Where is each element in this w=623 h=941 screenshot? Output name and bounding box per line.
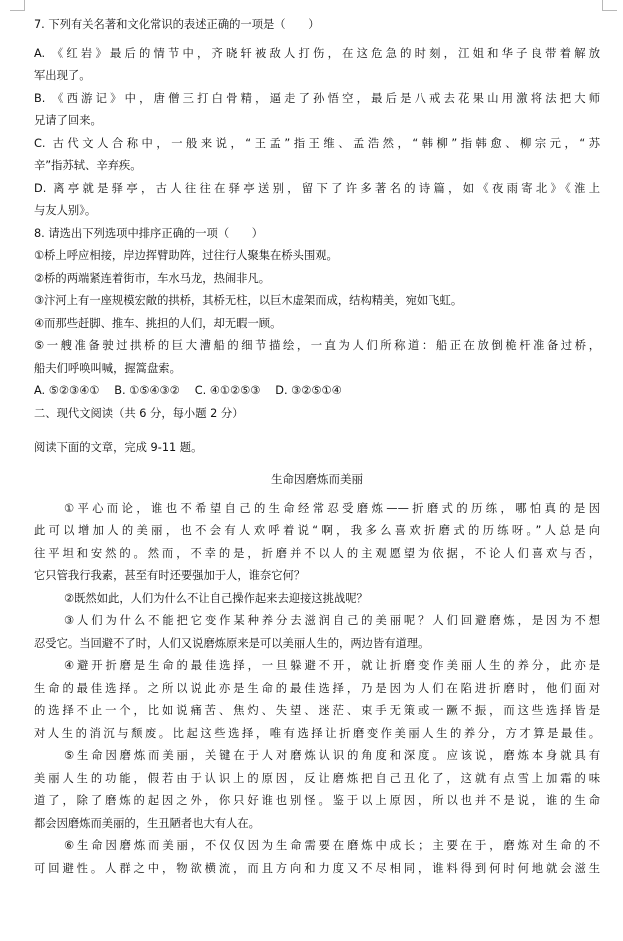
q8-answer-options: A. ⑤②③④① B. ①⑤④③② C. ④①②⑤③ D. ③②⑤①④ (34, 384, 342, 397)
document-content (34, 14, 600, 880)
article-paragraph-1-line2: 此可以增加人的美丽，也不会有人欢呼着说“啊，我多么喜欢折磨式的历练呀。”人总是向 (34, 524, 600, 537)
article-paragraph-5-line4: 都会因磨炼而美丽的，生丑陋者也大有人在。 (34, 816, 260, 830)
article-paragraph-4-line3: 的选择不止一个，比如说痛苦、焦灼、失望、迷茫、束手无策或一蹶不振，而这些选择皆是 (34, 704, 600, 717)
article-paragraph-4-line1: ④避开折磨是生命的最佳选择，一旦躲避不开，就让折磨变作美丽人生的养分，此亦是 (64, 659, 600, 672)
q7-option-b-line2: 兄请了回来。 (34, 114, 102, 127)
article-paragraph-1-line4: 它只管我行我素，甚至有时还要强加于人，谁奈它何？ (34, 569, 306, 582)
article-paragraph-1-line1: ①平心而论，谁也不希望自己的生命经常忍受磨炼——折磨式的历练，哪怕真的是因 (64, 501, 600, 515)
q8-sentence-5-line2: 船夫们呼唤叫喊，握篙盘索。 (34, 361, 181, 375)
page-corner-mark-right (602, 0, 617, 11)
article-paragraph-1-line3: 往平坦和安然的。然而，不幸的是，折磨并不以人的主观愿望为依据，不论人们喜欢与否， (34, 546, 600, 560)
q7-option-a-line2: 军出现了。 (34, 69, 91, 82)
q7-option-c-line2: 辛”指苏轼、辛弃疾。 (34, 159, 142, 172)
q8-sentence-1: ①桥上呼应相接，岸边挥臂助阵，过往行人聚集在桥头围观。 (34, 249, 338, 262)
article-paragraph-5-line1: ⑤生命因磨炼而美丽，关键在于人对磨炼认识的角度和深度。应该说，磨炼本身就具有 (64, 749, 600, 762)
section2-heading: 二、现代文阅读（共 6 分，每小题 2 分） (34, 406, 244, 420)
article-paragraph-4-line4: 对人生的消沉与颓废。比起这些选择，唯有选择让折磨变作美丽人生的养分，方才算是最佳。 (34, 726, 600, 740)
article-paragraph-5-line2: 美丽人生的功能，假若由于认识上的原因，反让磨炼把自己丑化了，这就有点雪上加霜的味 (34, 771, 600, 785)
q7-option-b-line1: B. 《西游记》中，唐僧三打白骨精，逼走了孙悟空，最后是八戒去花果山用激将法把大师 (34, 91, 600, 105)
article-paragraph-4-line2: 生命的最佳选择。之所以说此亦是生命的最佳选择，乃是因为人们在陷进折磨时，他们面对 (34, 681, 600, 695)
article-paragraph-2-line1: ②既然如此，人们为什么不让自己操作起来去迎接这挑战呢？ (64, 591, 368, 605)
article-paragraph-5-line3: 道了，除了磨炼的起因之外，你只好谁也别怪。鉴于以上原因，所以也并不是说，谁的生命 (34, 794, 600, 807)
q8-sentence-3: ③汴河上有一座规模宏敞的拱桥，其桥无柱，以巨木虚架而成，结构精美，宛如飞虹。 (34, 294, 463, 307)
article-paragraph-6-line2: 可回避性。人群之中，物欲横流，而且方向和力度又不尽相同，谁料得到何时何地就会滋生 (34, 861, 600, 875)
q7-option-d-line1: D. 离亭就是驿亭，古人往往在驿亭送别，留下了许多著名的诗篇，如《夜雨寄北》《淮上 (34, 181, 600, 195)
article-title: 生命因磨炼而美丽 (271, 471, 363, 486)
q7-option-a-line1: A. 《红岩》最后的情节中，齐晓轩被敌人打伤，在这危急的时刻，江姐和华子良带着解放 (34, 46, 600, 60)
q8-stem: 8. 请选出下列选项中排序正确的一项（ ） (34, 226, 264, 240)
section2-instruction: 阅读下面的文章，完成 9-11 题。 (34, 441, 203, 454)
q8-sentence-4: ④而那些赶脚、推车、挑担的人们，却无暇一顾。 (34, 316, 282, 330)
q7-option-c-line1: C. 古代文人合称中，一般来说，“王孟”指王维、孟浩然，“韩柳”指韩愈、柳宗元，“苏 (34, 136, 600, 150)
page-corner-mark-left (10, 0, 25, 11)
article-paragraph-3-line1: ③人们为什么不能把它变作某种养分去滋润自己的美丽呢？人们回避磨炼，是因为不想 (64, 614, 600, 627)
q7-option-d-line2: 与友人别》。 (34, 204, 97, 217)
q7-stem: 7. 下列有关名著和文化常识的表述正确的一项是（ ） (34, 18, 320, 31)
q8-sentence-5-line1: ⑤一艘准备驶过拱桥的巨大漕船的细节描绘，一直为人们所称道：船正在放倒桅杆准备过桥， (34, 339, 600, 352)
article-paragraph-6-line1: ⑥生命因磨炼而美丽，不仅仅因为生命需要在磨炼中成长；主要在于，磨炼对生命的不 (64, 839, 600, 852)
q8-sentence-2: ②桥的两端紧连着街市，车水马龙，热闹非凡。 (34, 271, 271, 285)
article-paragraph-3-line2: 忍受它。当回避不了时，人们又说磨炼原来是可以美丽人生的，两边皆有道理。 (34, 636, 430, 650)
